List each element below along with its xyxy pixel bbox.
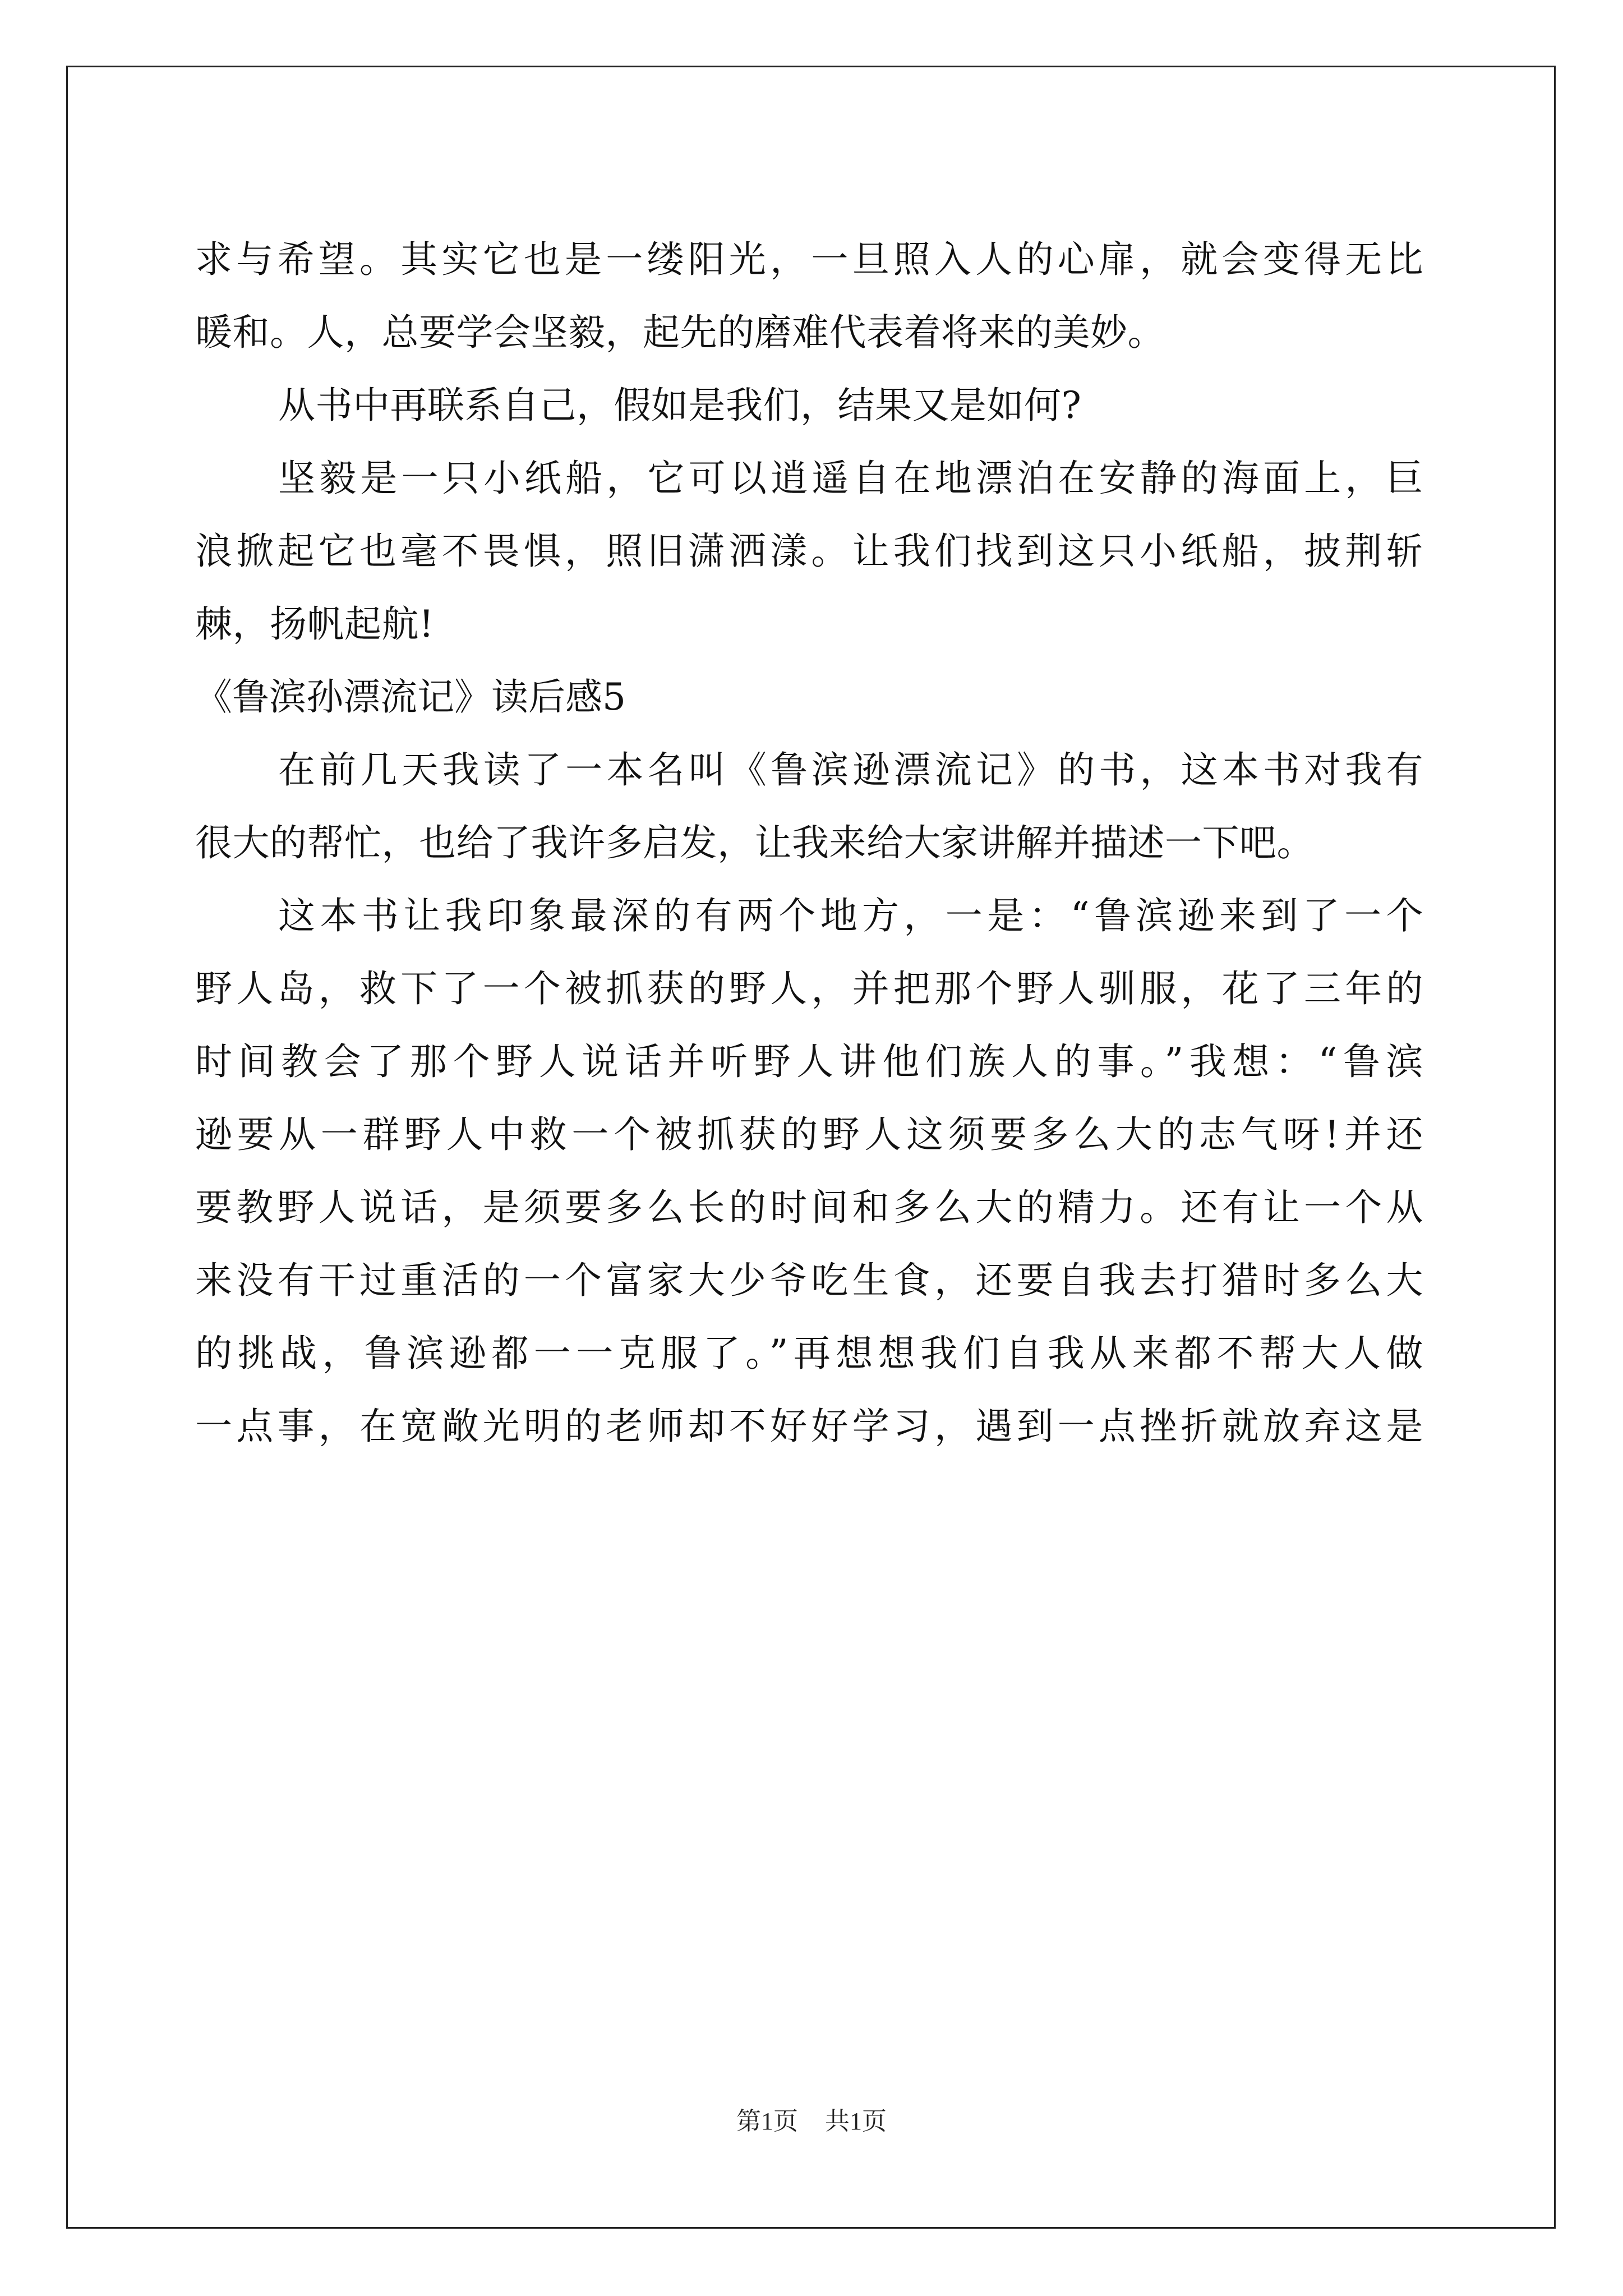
document-body — [195, 223, 1423, 1463]
text-line: 的挑战，鲁滨逊都一一克服了。”再想想我们自我从来都不帮大人做 — [195, 1332, 1423, 1375]
text-line: 要教野人说话，是须要多么长的时间和多么大的精力。还有让一个从 — [195, 1186, 1423, 1229]
text-line: 一点事，在宽敞光明的老师却不好好学习，遇到一点挫折就放弃这是 — [195, 1405, 1423, 1448]
text-line: 坚毅是一只小纸船，它可以逍遥自在地漂泊在安静的海面上，巨 — [278, 457, 1423, 500]
text-line: 从书中再联系自己，假如是我们，结果又是如何? — [278, 384, 1082, 427]
text-line: 暖和。人，总要学会坚毅，起先的磨难代表着将来的美妙。 — [195, 311, 1165, 354]
text-line: 逊要从一群野人中救一个被抓获的野人这须要多么大的志气呀!并还 — [195, 1113, 1423, 1156]
text-line: 野人岛，救下了一个被抓获的野人，并把那个野人驯服，花了三年的 — [195, 967, 1423, 1010]
page-footer — [0, 2101, 1623, 2137]
page-total: 共1页 — [825, 2108, 887, 2135]
text-line: 棘，扬帆起航! — [195, 602, 435, 646]
text-line: 浪掀起它也毫不畏惧，照旧潇洒漾。让我们找到这只小纸船，披荆斩 — [195, 530, 1423, 573]
section-heading: 《鲁滨孙漂流记》读后感5 — [195, 675, 626, 719]
text-line: 这本书让我印象最深的有两个地方，一是：“鲁滨逊来到了一个 — [278, 894, 1423, 937]
text-line: 来没有干过重活的一个富家大少爷吃生食，还要自我去打猎时多么大 — [195, 1259, 1423, 1302]
page-number: 第1页 — [736, 2108, 798, 2135]
text-line: 求与希望。其实它也是一缕阳光，一旦照入人的心扉，就会变得无比 — [195, 238, 1423, 281]
text-line: 很大的帮忙，也给了我许多启发，让我来给大家讲解并描述一下吧。 — [195, 821, 1314, 864]
text-line: 时间教会了那个野人说话并听野人讲他们族人的事。”我想：“鲁滨 — [195, 1040, 1423, 1083]
text-line: 在前几天我读了一本名叫《鲁滨逊漂流记》的书，这本书对我有 — [278, 748, 1423, 792]
